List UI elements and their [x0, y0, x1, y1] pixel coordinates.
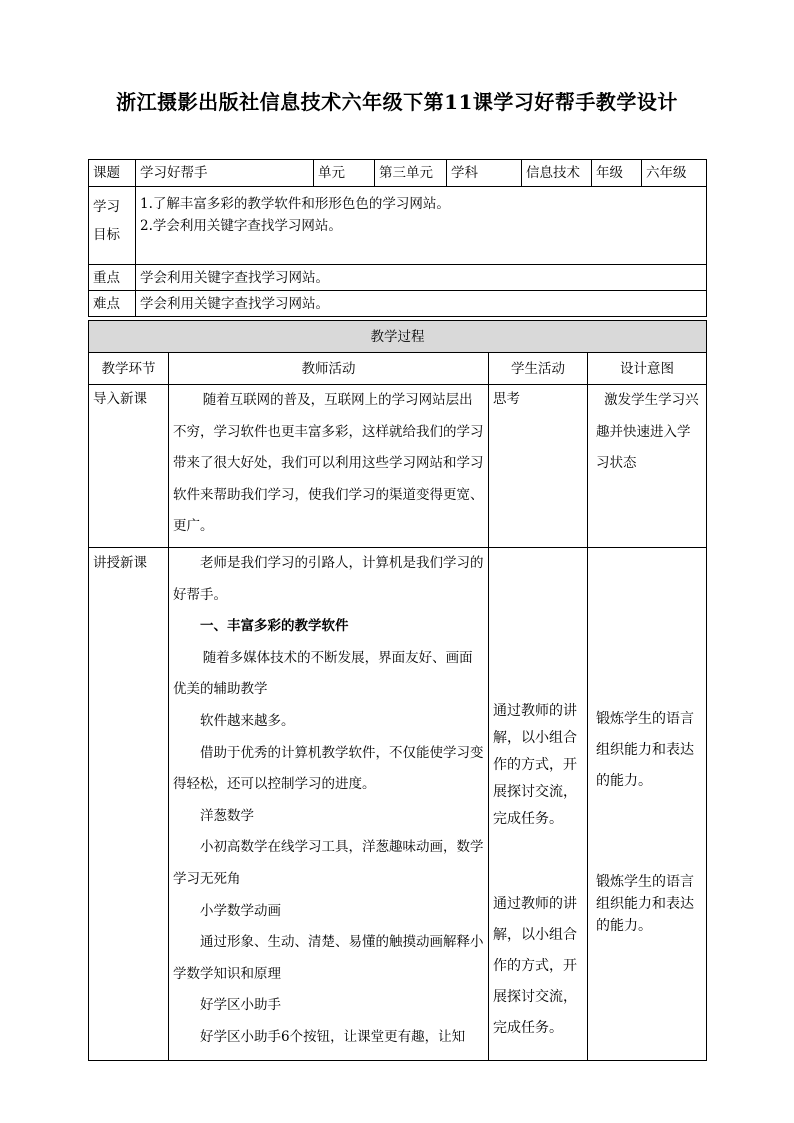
intro-stage: 导入新课 — [89, 385, 169, 548]
lecture-text: 好学区小助手 — [200, 997, 281, 1014]
teaching-process-table — [88, 320, 707, 1061]
lecture-heading: 一、丰富多彩的教学软件 — [200, 618, 349, 635]
lecture-text: 借助于优秀的计算机教学软件，不仅能使学习变得轻松，还可以控制学习的进度。 — [173, 744, 484, 793]
lecture-student-1: 通过教师的讲解，以小组合作的方式，开展探讨交流，完成任务。 — [493, 703, 577, 827]
lecture-student-cell — [489, 548, 588, 1061]
lecture-text: 小初高数学在线学习工具，洋葱趣味动画，数学学习无死角 — [173, 839, 484, 887]
page-title: 浙江摄影出版社信息技术六年级下第11课学习好帮手教学设计 — [116, 90, 678, 114]
lecture-text: 老师是我们学习的引路人，计算机是我们学习的好帮手。 — [173, 555, 484, 603]
lecture-text: 好学区小助手6个按钮，让课堂更有趣，让知 — [200, 1028, 466, 1045]
header-student: 学生活动 — [489, 353, 588, 385]
lecture-intent-1: 锻炼学生的语言组织能力和表达的能力。 — [596, 711, 694, 789]
difficulty-label: 难点 — [89, 291, 136, 317]
unit-value: 第三单元 — [375, 160, 447, 187]
lecture-intent-cell — [588, 548, 707, 1061]
process-section-title: 教学过程 — [89, 321, 707, 353]
key-label: 重点 — [89, 265, 136, 291]
intro-teacher-cell — [169, 385, 489, 548]
goals-cell — [136, 187, 707, 265]
grade-value: 六年级 — [642, 160, 707, 187]
intro-intent-cell — [588, 385, 707, 548]
header-intent: 设计意图 — [588, 353, 707, 385]
lecture-text: 洋葱数学 — [200, 807, 254, 824]
lecture-teacher-cell — [169, 548, 489, 1061]
lecture-stage-cell — [89, 548, 169, 1061]
header-stage: 教学环节 — [89, 353, 169, 385]
key-value: 学会利用关键字查找学习网站。 — [136, 265, 707, 291]
grade-label: 年级 — [592, 160, 642, 187]
lecture-text: 软件越来越多。 — [200, 712, 295, 729]
lecture-stage: 讲授新课 — [93, 555, 147, 571]
goal-item: 1.了解丰富多彩的教学软件和形形色色的学习网站。 — [140, 196, 450, 212]
intro-teacher-text: 随着互联网的普及，互联网上的学习网站层出不穷，学习软件也更丰富多彩，这样就给我们的学习带来了很大好处，我们可以利用这些学习网站和学习软件来帮助我们学习，使我们学习的渠道变得更宽、更广。 — [173, 392, 484, 535]
difficulty-value: 学会利用关键字查找学习网站。 — [136, 291, 707, 317]
intro-student: 思考 — [489, 385, 588, 548]
subject-label: 学科 — [447, 160, 522, 187]
subject-value: 信息技术 — [522, 160, 592, 187]
lecture-text: 小学数学动画 — [200, 902, 281, 919]
topic-label: 课题 — [89, 160, 136, 187]
goals-label: 学习目标 — [89, 187, 136, 265]
goal-item: 2.学会利用关键字查找学习网站。 — [140, 218, 342, 234]
intro-intent: 激发学生学习兴趣并快速进入学习状态 — [596, 392, 699, 472]
lesson-info-table — [88, 159, 707, 317]
header-teacher: 教师活动 — [169, 353, 489, 385]
topic-value: 学习好帮手 — [136, 160, 314, 187]
lecture-text: 随着多媒体技术的不断发展，界面友好、画面优美的辅助教学 — [173, 649, 473, 698]
unit-label: 单元 — [314, 160, 375, 187]
lecture-text: 通过形象、生动、清楚、易懂的触摸动画解释小学数学知识和原理 — [173, 934, 484, 982]
lecture-intent-2: 锻炼学生的语言组织能力和表达的能力。 — [596, 874, 694, 934]
lecture-student-2: 通过教师的讲解，以小组合作的方式，开展探讨交流，完成任务。 — [493, 896, 577, 1036]
